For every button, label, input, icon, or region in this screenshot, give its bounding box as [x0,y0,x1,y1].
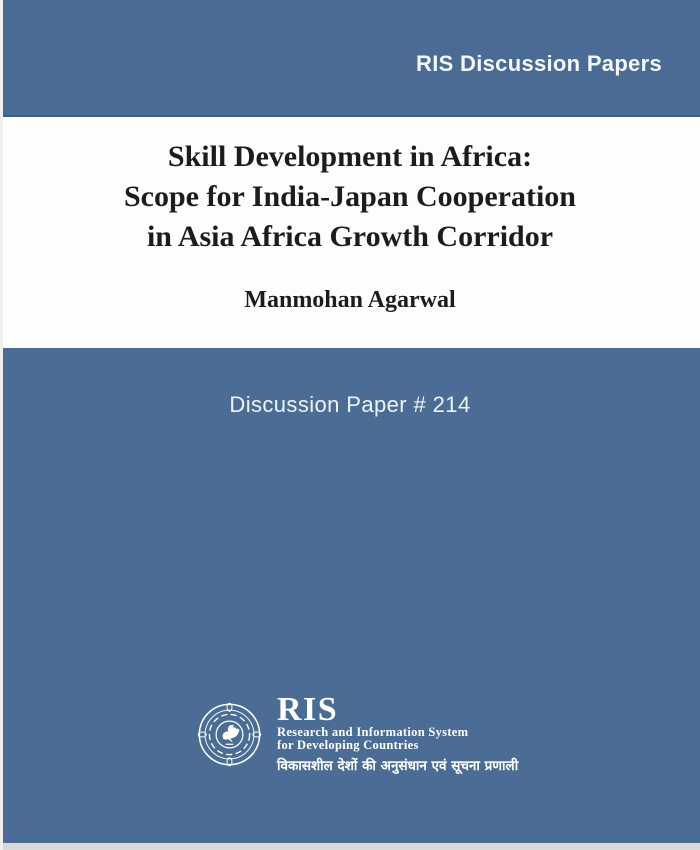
paper-title-line2: Scope for India-Japan Cooperation [124,180,576,213]
dove-icon [223,725,240,745]
paper-title [0,137,700,257]
title-band [0,117,700,348]
body-band [0,348,700,843]
publisher-logo [196,691,519,774]
publisher-name-line2: for Developing Countries [277,737,419,752]
series-title: RIS Discussion Papers [416,50,662,76]
discussion-paper-number: Discussion Paper # 214 [229,392,471,417]
paper-title-line1: Skill Development in Africa: [167,140,533,173]
series-banner [0,0,700,117]
publisher-name-line1: Research and Information System [277,725,469,739]
publisher-name-block [277,691,519,774]
publisher-acronym: RIS [277,691,339,728]
publisher-name-hindi: विकासशील देशों की अनुसंधान एवं सूचना प्रणाली [277,758,519,774]
bottom-edge-strip [0,843,700,850]
paper-title-line3: in Asia Africa Growth Corridor [146,220,554,253]
author-name: Manmohan Agarwal [244,287,456,313]
left-edge-strip [0,0,3,850]
ris-dove-emblem-icon [196,701,263,768]
